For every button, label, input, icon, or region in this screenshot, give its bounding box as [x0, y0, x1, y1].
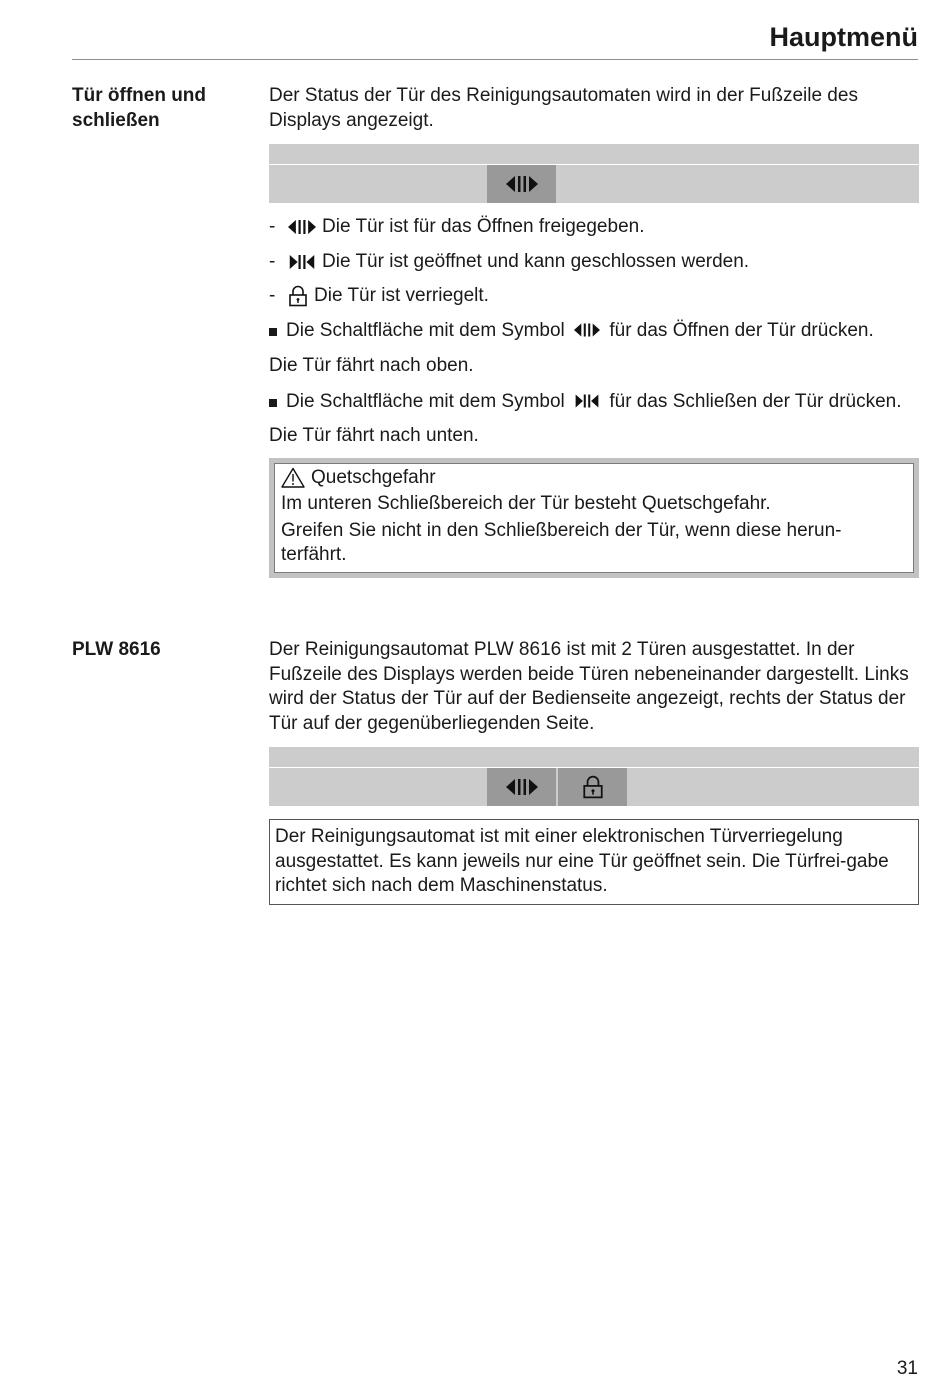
bullet-square — [269, 399, 277, 407]
lock-icon — [288, 285, 308, 307]
note-text: Der Reinigungsautomat ist mit einer elektronischen Türverriegelung ausgestattet. Es kann jeweils nur eine Tür geöffnet sein. Die Türfrei-gabe richtet sich nach dem Maschinenstatus. — [275, 826, 889, 896]
result-open: Die Tür fährt nach oben. — [269, 355, 474, 376]
legend-text-locked: Die Tür ist verriegelt. — [314, 285, 489, 306]
step-open — [269, 319, 919, 344]
bullet-square — [269, 328, 277, 336]
legend-dash: - — [269, 216, 276, 237]
door-open-release-icon — [506, 777, 538, 797]
step-close — [269, 390, 919, 415]
warning-line1: Im unteren Schließbereich der Tür besteht Quetschgefahr. — [281, 493, 771, 514]
door-lock-button-opposite-side[interactable] — [558, 768, 627, 806]
door-close-icon — [288, 253, 316, 271]
lock-icon — [582, 775, 604, 799]
section-heading-line2: schließen — [72, 109, 160, 131]
legend-item-locked — [269, 284, 919, 309]
warning-box — [269, 458, 919, 578]
warning-triangle-icon — [281, 467, 305, 488]
door-open-release-icon — [288, 218, 316, 236]
step-close-text-after: für das Schließen der Tür drücken. — [609, 390, 902, 412]
display-footer-single — [269, 144, 919, 203]
page-header-title: Hauptmenü — [769, 22, 918, 52]
door-intro: Der Status der Tür des Reinigungsautomaten wird in der Fußzeile des Displays angezeigt. — [269, 85, 858, 131]
legend-text-close: Die Tür ist geöffnet und kann geschlossen werden. — [322, 250, 750, 272]
warning-title: Quetschgefahr — [311, 466, 436, 488]
legend-dash: - — [269, 285, 276, 306]
door-open-release-icon — [574, 321, 600, 339]
section-heading-door — [72, 84, 252, 133]
page-number: 31 — [896, 1358, 918, 1379]
section-door-content — [269, 84, 919, 578]
header-rule — [72, 59, 918, 60]
step-open-text-before: Die Schaltfläche mit dem Symbol — [286, 319, 565, 341]
door-open-release-icon — [506, 174, 538, 194]
step-open-text-after: für das Öffnen der Tür drücken. — [609, 319, 874, 341]
legend-item-close — [269, 250, 919, 275]
step-close-text-before: Die Schaltfläche mit dem Symbol — [286, 390, 565, 412]
door-open-button[interactable] — [487, 165, 556, 203]
result-close: Die Tür fährt nach unten. — [269, 425, 479, 446]
plw-intro: Der Reinigungsautomat PLW 8616 ist mit 2 Türen ausgestattet. In der Fußzeile des Displays werden beide Türen nebeneinander dargestellt. Links wird der Status der Tür auf der Bedienseite angezeigt, rechts der Status der Tür auf der gegenüberliegenden Seite. — [269, 639, 909, 734]
status-legend — [269, 215, 919, 309]
section-plw-content — [269, 638, 919, 905]
note-box — [269, 819, 919, 905]
display-separator — [269, 164, 919, 165]
door-close-icon — [574, 392, 600, 410]
legend-text-release: Die Tür ist für das Öffnen freigegeben. — [322, 216, 645, 237]
legend-item-release — [269, 215, 919, 240]
section-heading-line1: Tür öffnen und — [72, 85, 207, 106]
display-footer-double — [269, 747, 919, 806]
door-open-button-operator-side[interactable] — [487, 768, 556, 806]
section-heading-plw: PLW 8616 — [72, 639, 161, 660]
warning-title-row — [281, 466, 905, 491]
warning-line2: Greifen Sie nicht in den Schließbereich der Tür, wenn diese herun-terfährt. — [281, 519, 842, 565]
legend-dash: - — [269, 250, 276, 272]
